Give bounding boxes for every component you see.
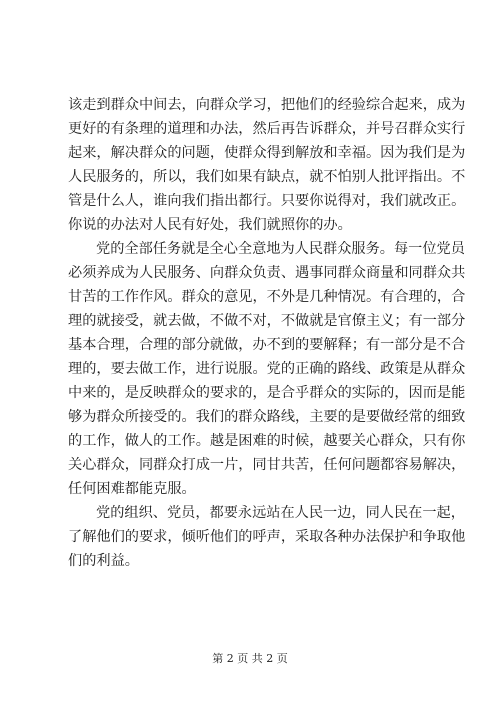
paragraph-line: 管是什么人，谁向我们指出都行。只要你说得对，我们就改正。	[68, 193, 466, 209]
paragraph-line: 党的组织、党员，都要永远站在人民一边，同人民在一起，	[96, 505, 465, 521]
page-footer: 第 2 页 共 2 页	[212, 652, 288, 665]
paragraph-line: 们的利益。	[68, 553, 139, 569]
paragraph-line: 中来的，是反映群众的要求的，是合乎群众的实际的，因而是能	[68, 385, 466, 401]
paragraph-line: 人民服务的，所以，我们如果有缺点，就不怕别人批评指出。不	[68, 169, 466, 185]
paragraph-line: 更好的有条理的道理和办法，然后再告诉群众，并号召群众实行	[68, 121, 466, 137]
paragraph-line: 你说的办法对人民有好处，我们就照你的办。	[68, 217, 352, 233]
paragraph-line: 该走到群众中间去，向群众学习，把他们的经验综合起来，成为	[68, 97, 466, 113]
paragraph-line: 的工作，做人的工作。越是困难的时候，越要关心群众，只有你	[68, 433, 466, 449]
paragraph-line: 起来，解决群众的问题，使群众得到解放和幸福。因为我们是为	[68, 145, 466, 161]
paragraph-line: 任何困难都能克服。	[68, 481, 196, 497]
paragraph-line: 甘苦的工作作风。群众的意见，不外是几种情况。有合理的，合	[68, 289, 466, 305]
paragraph-line: 了解他们的要求，倾听他们的呼声，采取各种办法保护和争取他	[68, 529, 466, 545]
paragraph-line: 必须养成为人民服务、向群众负责、遇事同群众商量和同群众共	[68, 265, 466, 281]
paragraph-line: 够为群众所接受的。我们的群众路线，主要的是要做经常的细致	[68, 409, 466, 425]
paragraph-line: 理的就接受，就去做，不做不对，不做就是官僚主义；有一部分	[68, 313, 466, 329]
paragraph-line: 理的，要去做工作，进行说服。党的正确的路线、政策是从群众	[68, 361, 466, 377]
paragraph-line: 基本合理，合理的部分就做，办不到的要解释；有一部分是不合	[68, 337, 466, 353]
document-body	[68, 93, 466, 573]
paragraph-line: 党的全部任务就是全心全意地为人民群众服务。每一位党员	[96, 241, 465, 257]
paragraph-line: 关心群众，同群众打成一片，同甘共苦，任何问题都容易解决，	[68, 457, 466, 473]
